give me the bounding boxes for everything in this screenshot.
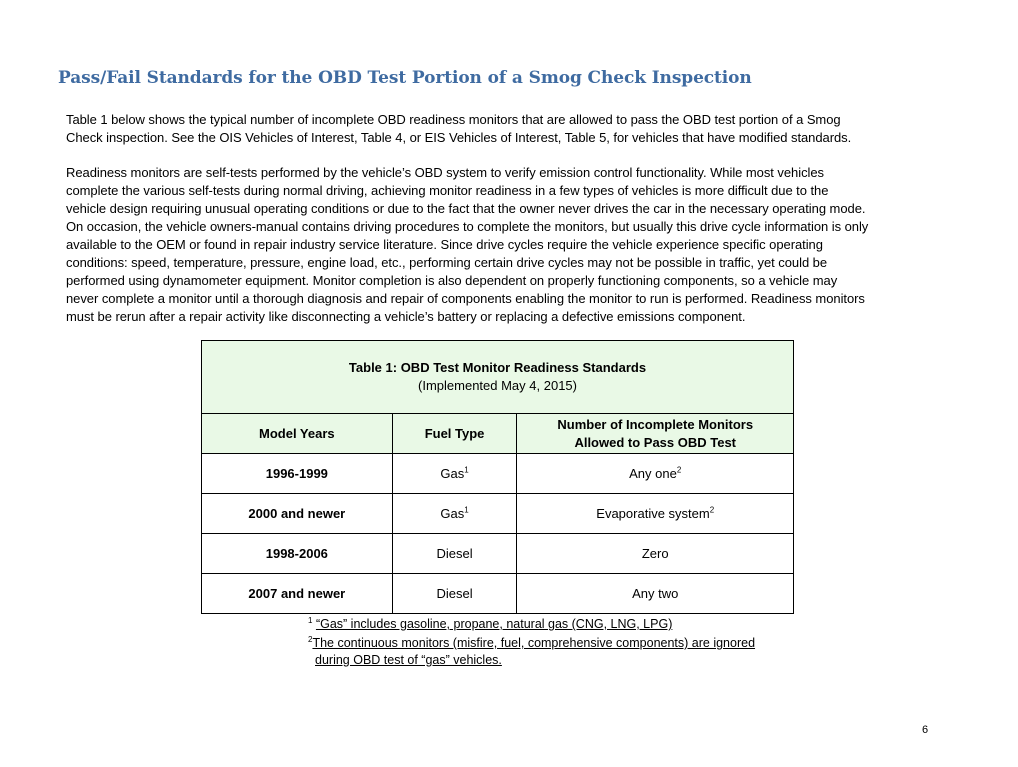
fuel-text: Gas: [440, 506, 465, 521]
table-header-row: [202, 414, 794, 454]
table-subtitle: (Implemented May 4, 2015): [418, 378, 577, 393]
cell-allowed: [517, 454, 794, 494]
cell-model-years: 1996-1999: [202, 454, 393, 494]
intro-paragraph: Table 1 below shows the typical number of incomplete OBD readiness monitors that are allowed to pass the OBD test portion of a Smog Check inspection. See the OIS Vehicles of Interest, Table 4, or EIS Vehicles of Interest, Table 5, for vehicles that have modified standards.: [66, 112, 852, 145]
cell-fuel-type: [392, 454, 517, 494]
cell-allowed: [517, 574, 794, 614]
allowed-text: Evaporative system: [596, 506, 710, 521]
footnote-ref: 2: [709, 505, 715, 515]
footnote-text: “Gas” includes gasoline, propane, natural gas (CNG, LNG, LPG): [315, 617, 673, 631]
table-caption-row: [202, 341, 794, 414]
footnote-number: 1: [308, 615, 313, 625]
allowed-text: Any one: [629, 466, 677, 481]
footnote-1: [308, 616, 672, 633]
table-row: [202, 494, 794, 534]
fuel-text: Diesel: [436, 546, 473, 561]
page-number: 6: [922, 724, 929, 736]
cell-model-years: 1998-2006: [202, 534, 393, 574]
footnote-2: [308, 635, 755, 669]
table-caption: [202, 341, 794, 414]
cell-model-years: 2000 and newer: [202, 494, 393, 534]
table-row: [202, 574, 794, 614]
footnote-text-line2: during OBD test of “gas” vehicles.: [315, 653, 502, 667]
allowed-text: Zero: [641, 546, 669, 561]
header-fuel-type: Fuel Type: [392, 414, 517, 454]
header-model-years: Model Years: [202, 414, 393, 454]
header-monitors-line2: Allowed to Pass OBD Test: [574, 434, 737, 450]
footnote-number: 2: [308, 634, 313, 644]
footnote-text-line1: The continuous monitors (misfire, fuel, comprehensive components) are ignored: [312, 636, 756, 650]
cell-model-years: 2007 and newer: [202, 574, 393, 614]
readiness-paragraph: Readiness monitors are self-tests performed by the vehicle’s OBD system to verify emission control functionality. While most vehicles complete the various self-tests during normal driving, achieving monitor readiness in a few types of vehicles is more difficult due to the vehicle design requiring unusual operating conditions or due to the fact that the owner never drives the car in the necessary operating mode. On occasion, the vehicle owners-manual contains driving procedures to complete the monitors, but usually this drive cycle information is only available to the OEM or found in repair industry service literature. Since drive cycles require the vehicle experience specific operating conditions: speed, temperature, pressure, engine load, etc., performing certain drive cycles may not be possible in traffic, yet could be performed using dynamometer equipment. Monitor completion is also dependent on properly functioning components, so a vehicle may never complete a monitor until a thorough diagnosis and repair of components enabling the monitor to run is performed. Readiness monitors must be rerun after a repair activity like disconnecting a vehicle’s battery or replacing a defective emissions component.: [66, 165, 869, 324]
footnote-ref: 2: [676, 465, 682, 475]
allowed-text: Any two: [632, 586, 679, 601]
table-row: [202, 454, 794, 494]
header-monitors-line1: Number of Incomplete Monitors: [557, 416, 754, 432]
footnote-ref: 1: [464, 465, 469, 475]
fuel-text: Gas: [440, 466, 465, 481]
table-title: Table 1: OBD Test Monitor Readiness Standards: [348, 360, 647, 375]
page-heading: Pass/Fail Standards for the OBD Test Portion of a Smog Check Inspection: [58, 68, 752, 88]
footnote-ref: 1: [464, 505, 469, 515]
cell-fuel-type: [392, 494, 517, 534]
table-row: [202, 534, 794, 574]
cell-allowed: [517, 534, 794, 574]
cell-fuel-type: [392, 574, 517, 614]
cell-fuel-type: [392, 534, 517, 574]
cell-allowed: [517, 494, 794, 534]
readiness-standards-table: [201, 340, 794, 614]
fuel-text: Diesel: [436, 586, 473, 601]
header-incomplete-monitors: [517, 414, 794, 454]
